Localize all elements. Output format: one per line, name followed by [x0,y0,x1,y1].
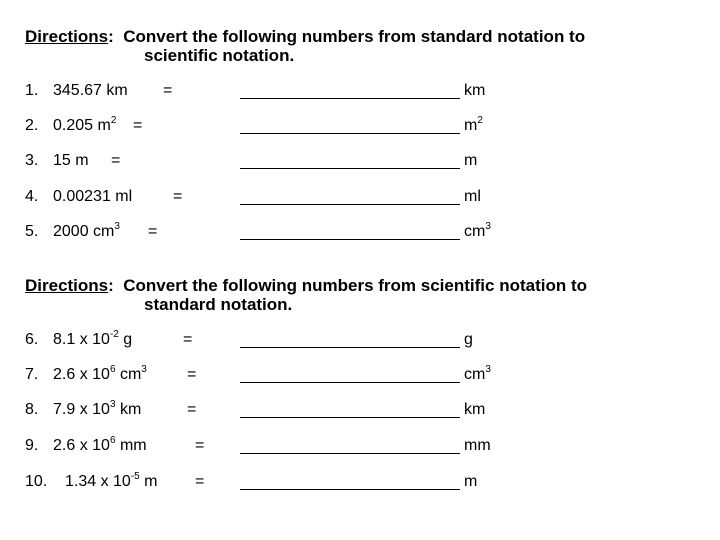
expression-exponent: 2 [110,115,117,126]
problem-row [25,437,705,459]
unit-exponent: 2 [477,115,483,126]
directions-text-line2: scientific notation. [144,46,295,65]
equals-sign: = [187,401,197,418]
answer-blank[interactable] [240,382,460,383]
equals-sign: = [195,437,205,454]
answer-unit [464,152,477,170]
expression-exponent: 3 [114,221,120,232]
expression-base: 15 m [53,152,89,169]
unit-text: cm [464,366,486,383]
problem-row [25,331,705,353]
expression-unit: km [115,401,142,418]
expression-unit: g [118,331,133,348]
problem-expression [53,188,132,206]
expression-exponent: 6 [109,364,116,375]
unit-text: m [464,152,478,169]
expression-base: 2000 cm [53,223,115,240]
unit-exponent: 3 [485,364,491,375]
problem-number: 1. [25,82,39,99]
problem-number: 8. [25,401,39,418]
answer-blank[interactable] [240,417,460,418]
answer-blank[interactable] [240,98,460,99]
answer-blank[interactable] [240,347,460,348]
equals-sign: = [183,331,193,348]
expression-base: 345.67 km [53,82,128,99]
unit-text: g [464,331,473,348]
problem-number: 4. [25,188,39,205]
expression-unit: cm [115,366,142,383]
problem-expression [53,117,116,135]
answer-blank[interactable] [240,133,460,134]
directions-colon: : [108,27,114,46]
equals-sign: = [187,366,197,383]
expression-base: 1.34 x 10 [65,473,131,490]
problem-row [25,82,705,104]
directions-colon: : [108,276,114,295]
problem-row [25,188,705,210]
equals-sign: = [195,473,205,490]
unit-text: m [464,117,478,134]
problem-number: 6. [25,331,39,348]
directions-label: Directions [25,27,109,46]
equals-sign: = [148,223,158,240]
directions-text-line1: Convert the following numbers from standard notation to [123,27,586,46]
expression-exponent: 6 [109,435,116,446]
equals-sign: = [163,82,173,99]
unit-text: mm [464,437,491,454]
expression-base: 2.6 x 10 [53,437,110,454]
directions-1 [25,27,715,65]
directions-label: Directions [25,276,109,295]
answer-blank[interactable] [240,453,460,454]
problem-row [25,366,705,388]
answer-unit [464,188,481,206]
answer-blank[interactable] [240,168,460,169]
problem-expression [53,366,147,384]
expression-exponent: -2 [109,329,119,340]
answer-unit [464,331,473,349]
unit-text: km [464,401,486,418]
problem-number: 10. [25,473,48,490]
answer-unit [464,117,483,135]
expression-base: 2.6 x 10 [53,366,110,383]
answer-unit [464,401,485,419]
unit-text: km [464,82,486,99]
answer-blank[interactable] [240,204,460,205]
problem-number: 2. [25,117,39,134]
expression-base: 8.1 x 10 [53,331,110,348]
answer-blank[interactable] [240,489,460,490]
answer-unit [464,366,491,384]
unit-text: m [464,473,478,490]
equals-sign: = [173,188,183,205]
answer-unit [464,223,491,241]
problem-expression [53,152,89,170]
problem-row [25,223,705,245]
expression-exponent: -5 [130,471,140,482]
equals-sign: = [111,152,121,169]
problem-expression [53,223,120,241]
unit-text: ml [464,188,481,205]
problem-number: 5. [25,223,39,240]
answer-blank[interactable] [240,239,460,240]
problem-row [25,117,705,139]
problem-number: 7. [25,366,39,383]
directions-2 [25,276,715,314]
problem-expression [65,473,158,491]
problem-expression [53,401,141,419]
expression-unit-exponent: 3 [141,364,147,375]
problem-number: 9. [25,437,39,454]
expression-base: 0.205 m [53,117,111,134]
expression-exponent: 3 [109,399,116,410]
directions-text-line2: standard notation. [144,295,293,314]
problem-expression [53,82,128,100]
equals-sign: = [133,117,143,134]
problem-row [25,401,705,423]
expression-base: 0.00231 ml [53,188,133,205]
expression-unit: mm [115,437,147,454]
directions-text-line1: Convert the following numbers from scientific notation to [123,276,587,295]
problem-number: 3. [25,152,39,169]
unit-exponent: 3 [485,221,491,232]
problem-expression [53,331,132,349]
problem-row [25,473,705,495]
expression-unit: m [139,473,158,490]
expression-base: 7.9 x 10 [53,401,110,418]
unit-text: cm [464,223,486,240]
answer-unit [464,82,485,100]
problem-expression [53,437,147,455]
answer-unit [464,437,491,455]
problem-row [25,152,705,174]
answer-unit [464,473,477,491]
